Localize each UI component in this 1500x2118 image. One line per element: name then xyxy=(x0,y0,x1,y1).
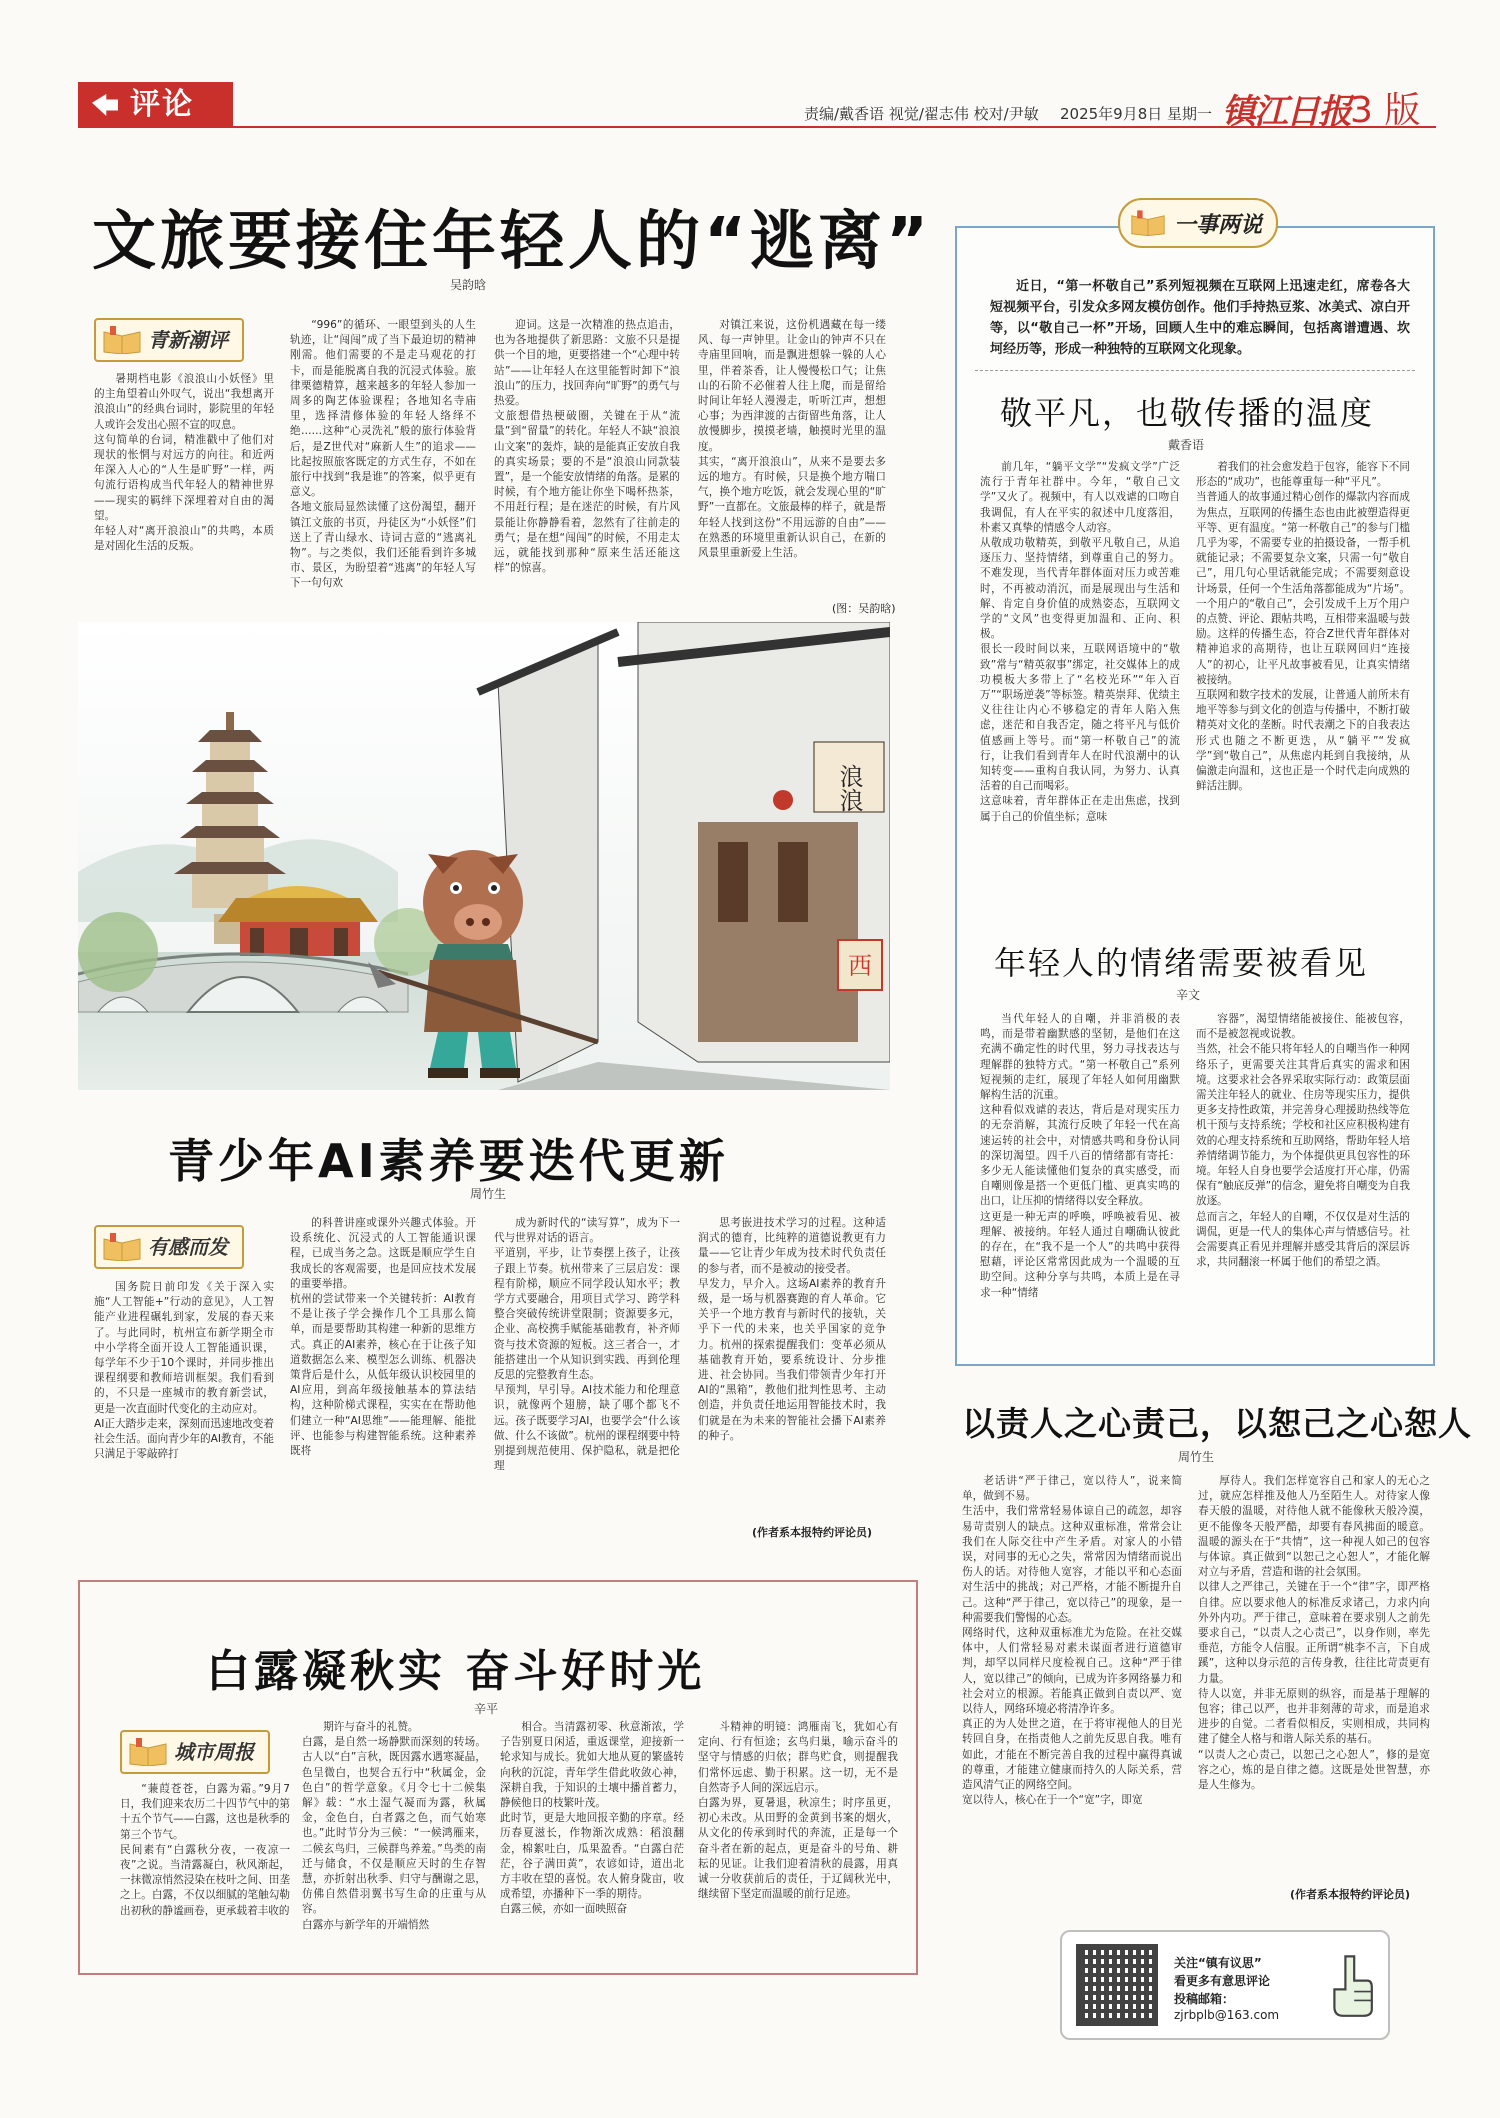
main-col-4-text: 对镇江来说，这份机遇藏在每一缕风、每一声钟里。让金山的钟声不只在寺庙里回响，而是飘进想躲一躲的人心里，伴着茶香，让人慢慢松口气；让焦山的石阶不必催着人往上爬，而是留给时间让年轻人漫漫走，听听江声，想想心事；为西津渡的古街留些角落，让人放慢脚步，摸摸老墙，触摸时光里的温度。 其实，“离开浪浪山”，从来不是要去多远的地方。有时候，只是换个地方喘口气，换个地方吃饭，就会发现心里的“旷野”一直都在。文旅最棒的样子，就是帮年轻人找到这份“不用远游的自由”——在熟悉的环境里重新认识自己，在新的风景里重新爱上生活。 xyxy=(698,319,886,560)
masthead-date: 2025年9月8日 星期一 xyxy=(1060,105,1213,123)
sidebar-a1-title: 敬平凡，也敬传播的温度 xyxy=(1000,394,1375,432)
bailu-col-3 xyxy=(500,1720,684,1964)
sidebar-column-badge: 一事两说 xyxy=(1118,198,1278,248)
ai-headline: 青少年AI素养要迭代更新 xyxy=(168,1134,729,1188)
sidebar-intro: 近日，“第一杯敬自己”系列短视频在互联网上迅速走红，席卷各大短视频平台，引发众多网友模仿创作。他们手持热豆浆、冰美式、凉白开等，以“敬自己一杯”开场，回顾人生中的难忘瞬间，包括离谱遭遇、坎坷经历等，形成一种独特的互联网文化现象。 xyxy=(990,279,1410,357)
ai-col-4 xyxy=(698,1216,886,1522)
qr-line-1: 关注“镇有议思” xyxy=(1174,1956,1262,1970)
main-col-1-text: 暑期档电影《浪浪山小妖怪》里的主角望着山外叹气，说出“我想离开浪浪山”的经典台词时，影院里的年轻人或许会发出心照不宣的叹息。 这句简单的台词，精准戳中了他们对现状的怅惘与对远方的向往。和近两年深入人心的“人生是旷野”一样，两句流行语构成当代年轻人的精神世界——现实的羁绊下深埋着对自由的渴望。 年轻人对“离开浪浪山”的共鸣，本质是对固化生活的反叛。 xyxy=(94,373,274,553)
shop-sign-text: 浪浪 xyxy=(835,764,863,812)
masthead-credits: 责编/戴香语 视觉/翟志伟 校对/尹敏 xyxy=(804,105,1039,123)
sidebar-a2-col2 xyxy=(1196,1012,1410,1352)
bailu-col-1 xyxy=(120,1782,290,1962)
main-byline: 吴韵晗 xyxy=(450,278,487,292)
page-number: 3 版 xyxy=(1350,90,1421,131)
ai-col-1 xyxy=(94,1280,274,1538)
a3-col2-text: 厚待人。我们怎样宽容自己和家人的无心之过，就应怎样推及他人乃至陌生人。对待家人像春天般的温暖，对待他人就不能像秋天般冷漠，更不能像冬天般严酷，却要有春风拂面的暖意。温暖的源头在于“共情”，这一种视人如己的包容与体谅。真正做到“以恕己之心恕人”，才能化解对立与矛盾，营造和谐的社会氛围。 以律人之严律己，关键在于一个“律”字，即严格自律。应以要求他人的标准反求诸己，力求内向外外内功。严于律己，意味着在要求别人之前先要求自己，“以责人之心责己”，以身作则，率先垂范，方能令人信服。正所谓“桃李不言，下自成蹊”，这种以身示范的言传身教，往往比苛责更有力量。 待人以宽，并非无原则的纵容，而是基于理解的包容；律己以严，也并非刻薄的苛求，而是追求进步的自觉。二者看似相反，实则相成，共同构建了健全人格与和谐人际关系的基石。 “以责人之心责己，以恕己之心恕人”，修的是宽容之心，炼的是自律之德。这既是处世智慧，亦是人生修为。 xyxy=(1198,1475,1430,1792)
main-col-1 xyxy=(94,372,274,616)
bailu-col-1-text: “蒹葭苍苍，白露为霜。”9月7日，我们迎来农历二十四节气中的第十五个节气——白露，这也是秋季的第三个节气。 民间素有“白露秋分夜，一夜凉一夜”之说。当清露凝白，秋风渐起，一抹微凉悄然浸染在枝叶之间、田垄之上。白露，不仅以细腻的笔触勾勒出初秋的静谧画卷，更承载着丰收的 xyxy=(120,1783,290,1917)
paper-logo: 镇江日报 xyxy=(1222,92,1350,132)
sidebar-a1-col2-text: 着我们的社会愈发趋于包容，能容下不同形态的“成功”，也能尊重每一种“平凡”。 当普通人的故事通过精心创作的爆款内容而成为焦点，互联网的传播生态也由此被塑造得更平等、更有温度。“第一杯敬自己”的参与门槛几乎为零，不需要专业的拍摄设备，一帮手机就能记录；不需要复杂文案，只需一句“敬自己”，用几句心里话就能完成；不需要刻意设计场景，任何一个生活角落都能成为“片场”。一个用户的“敬自己”，会引发成千上万个用户的点赞、评论、跟帖共鸣，互相带来温暖与鼓励。这样的传播生态，符合Z世代青年群体对精神追求的高期待，也让互联网回归“连接人”的初心，让平凡故事被看见，让真实情绪被接纳。 互联网和数字技术的发展，让普通人前所未有地平等参与到文化的创造与传播中，不断打破精英对文化的垄断。时代表潮之下的自我表达形式也随之不断更迭，从“躺平”“发疯学”到“敬自己”，从焦虑内耗到自我接纳，从偏激走向温和，这也正是一个时代走向成熟的鲜活注脚。 xyxy=(1196,461,1410,793)
sidebar-a1-col1 xyxy=(980,460,1180,916)
main-headline: 文旅要接住年轻人的“逃离” xyxy=(92,205,933,279)
ai-col-3-text: 成为新时代的“读写算”，成为下一代与世界对话的语言。 平道别，平步，让节奏摆上孩子，让孩子跟上节奏。杭州带来了三层启发：课程有阶梯，顺应不同学段认知水平；教学方式要融合，用项目式学习、跨学科整合突破传统讲堂限制；资源要多元，企业、高校携手赋能基础教育，补齐师资与技术资源的短板。这三者合一，才能搭建出一个从知识到实践、再到伦理反思的完整教育生态。 早预判，早引导。AI技术能力和伦理意识，就像两个翅膀，缺了哪个都飞不远。孩子既要学习AI，也要学会“什么该做、什么不该做”。杭州的课程纲要中特别提到规范使用、保护隐私，就是把伦理 xyxy=(494,1217,680,1473)
sidebar-a2-col1 xyxy=(980,1012,1180,1352)
qr-code[interactable] xyxy=(1076,1944,1158,2026)
main-col-2 xyxy=(290,318,476,616)
ai-col-1-text: 国务院日前印发《关于深入实施“人工智能+”行动的意见》，人工智能产业进程碾轧到家，发展的春天来了。与此同时，杭州宣布新学期全市中小学将全面开设人工智能通识课，每学年不少于10个课时，并同步推出课程纲要和教师培训框架。我们看到的，不只是一座城市的教育新尝试，更是一次直面时代变化的主动应对。 AI正大踏步走来，深刻而迅速地改变着社会生活。面向青少年的AI教育，不能只满足于零敲碎打 xyxy=(94,1281,274,1461)
qr-line-2: 看更多有意思评论 xyxy=(1174,1974,1271,1988)
a3-credit: (作者系本报特约评论员) xyxy=(1290,1888,1411,1901)
sidebar-a2-author: 辛文 xyxy=(1176,988,1201,1002)
bailu-col-4 xyxy=(698,1720,898,1964)
qr-block xyxy=(1060,1930,1390,2040)
a3-col1-text: 老话讲“严于律己，宽以待人”，说来简单，做到不易。 生活中，我们常常轻易体谅自己的疏忽，却容易苛责别人的缺点。这种双重标准，常常会让我们在人际交往中产生矛盾。对家人的小错误，对同事的无心之失，常常因为情绪而说出伤人的话。对待他人宽容，才能以平和心态面对生活中的挑战；对己严格，才能不断提升自己。这种“严于律己，宽以待己”的现象，是一种需要我们警惕的心态。 网络时代，这种双重标准尤为危险。在社交媒体中，人们常轻易对素未谋面者进行道德审判，却罕以同样尺度检视自己。这种“严于律人，宽以律己”的倾向，已成为许多网络暴力和社会对立的根源。若能真正做到自责以严、宽以待人，网络环境必将清净许多。 真正的为人处世之道，在于将审视他人的目光转回自身，在指责他人之前先反思自我。唯有如此，才能在不断完善自我的过程中赢得真诚的尊重，才能建立健康而持久的人际关系，营造风清气正的网络空间。 宽以待人，核心在于一个“宽”字，即宽 xyxy=(962,1475,1182,1807)
main-col-4 xyxy=(698,318,886,600)
qr-email[interactable]: zjrbplb@163.com xyxy=(1174,2008,1280,2022)
sidebar-a1-author: 戴香语 xyxy=(1168,438,1205,452)
a3-col1 xyxy=(962,1474,1182,1898)
book-icon xyxy=(102,326,142,354)
column-badge-yougan: 有感而发 xyxy=(94,1225,244,1269)
bailu-byline: 辛平 xyxy=(474,1702,499,1716)
bailu-col-4-text: 斗精神的明镜：鸿雁南飞，犹如心有定向、行有恒途；玄鸟归巢，喻示奋斗的坚守与情感的归依；群鸟贮食，则提醒我们常怀远虑、勤于积累。这一切，无不是自然寄予人间的深远启示。 白露为界，夏暑退，秋凉生；时序虽更，初心未改。从田野的金黄到书案的烟火，从文化的传承到时代的奔流，正是每一个奋斗者在新的起点，更是奋斗的号角、耕耘的见证。让我们迎着清秋的晨露，用真诚一分收获前后的责任，于辽阔秋光中，继续留下坚定而温暖的前行足迹。 xyxy=(698,1721,898,1901)
main-col-3-text: 迎词。这是一次精准的热点追击，也为各地提供了新思路：文旅不只是提供一个目的地，更要搭建一个“心理中转站”——让年轻人在这里能暂时卸下“浪浪山”的压力，找回奔向“旷野”的勇气与热爱。 文旅想借热梗破圈，关键在于从“流量”到“留量”的转化。年轻人不缺“浪浪山文案”的轰炸，缺的是能真正安放自我的真实场景；要的不是“浪浪山同款装置”，是一个能安放情绪的角落。是累的时候，有个地方能让你坐下喝杯热茶，不用赶行程；是在迷茫的时候，有片风景能让你静静看着，忽然有了往前走的勇气；是在想“闯闯”的时候，不用走太远，就能找到那种“原来生活还能这样”的惊喜。 xyxy=(494,319,680,575)
section-label: 评论 xyxy=(130,87,194,122)
old-street-buildings xyxy=(478,622,890,1090)
ai-byline: 周竹生 xyxy=(470,1187,507,1201)
bailu-headline: 白露凝秋实 奋斗好时光 xyxy=(206,1646,706,1697)
ai-col-3 xyxy=(494,1216,680,1538)
illustration xyxy=(78,622,890,1090)
ai-col-2-text: 的科普讲座或课外兴趣式体验。开设系统化、沉浸式的人工智能通识课程，已成当务之急。这既是顺应学生自我成长的客观需要，也是回应技术发展的重要举措。 杭州的尝试带来一个关键转折：AI教育不是让孩子学会操作几个工具那么简单，而是要帮助其构建一种新的思维方式。真正的AI素养，核心在于让孩子知道数据怎么来、模型怎么训练、机器决策背后是什么，从低年级认识校园里的AI应用，到高年级接触基本的算法结构，这种阶梯式课程，实实在在帮助他们建立一种“AI思维”——能理解、能批评、也能参与构建智能系统。这种素养既将 xyxy=(290,1217,476,1458)
shop-sign-xi: 西 xyxy=(848,952,872,980)
ai-col-4-text: 思考嵌进技术学习的过程。这种适润式的德育，比纯粹的道德说教更有力量——它让青少年成为技术时代负责任的参与者，而不是被动的接受者。 早发力，早介入。这场AI素养的教育升级，是一场与机器赛跑的育人革命。它关乎一个地方教育与新时代的接轨，关乎下一代的未来，也关乎国家的竞争力。杭州的探索提醒我们：变革必须从基础教育开始，要系统设计、分步推进、社会协同。当我们带领青少年打开AI的“黑箱”，教他们批判性思考、主动创造，并负责任地运用智能技术时，我们就是在为未来的智能社会播下AI素养的种子。 xyxy=(698,1217,886,1442)
ink-painting-illustration xyxy=(78,622,890,1090)
sidebar-a1-col1-text: 前几年，“躺平文学”“发疯文学”广泛流行于青年社群中。今年，“敬自己文学”又火了。视频中，有人以戏谑的口吻自我调侃，有人在平实的叙述中几度落泪，朴素又真挚的情感令人动容。 从敬成功敬精英，到敬平凡敬自己，从追逐压力、坚持情绪，到尊重自己的努力。不难发现，当代青年群体面对压力或苦难时，不再被动消沉，而是展现出与生活和解、肯定自身价值的成熟姿态，互联网文学的“文风”也变得更加温和、正向、积极。 很长一段时间以来，互联网语境中的“敬致”常与“精英叙事”绑定，社交媒体上的成功模板大多带上了“名校光环”“年入百万”“职场逆袭”等标签。精英崇拜、优绩主义往往让内心不够稳定的青年人陷入焦虑，迷茫和自我否定，随之将平凡与低价值感画上等号。而“第一杯敬自己”的流行，让我们看到青年人在时代浪潮中的认知转变——重构自我认同，为努力、认真活着的自己而喝彩。 这意味着，青年群体正在走出焦虑，找到属于自己的价值坐标；意味 xyxy=(980,461,1180,823)
qr-line-3: 投稿邮箱： xyxy=(1174,1992,1235,2006)
ai-col-2 xyxy=(290,1216,476,1538)
sidebar-a2-col2-text: 容器”，渴望情绪能被接住、能被包容，而不是被忽视或说教。 当然，社会不能只将年轻人的自嘲当作一种网络乐子，更需要关注其背后真实的需求和困境。这要求社会各界采取实际行动：政策层面需关注年轻人的就业、住房等现实压力，提供更多支持性政策，并完善身心理援助热线等危机干预与支持系统；学校和社区应积极构建有效的心理支持系统和互助网络，帮助年轻人培养情绪调节能力，为个体提供更具包容性的环境。年轻人自身也要学会适度打开心扉，仍需保有“触底反弹”的信念，避免将自嘲变为自我放逐。 总而言之，年轻人的自嘲，不仅仅是对生活的调侃，更是一代人的集体心声与情感信号。社会需要真正看见并理解并感受其背后的深层诉求，共同翻滚一杯属于他们的希望之酒。 xyxy=(1196,1013,1410,1269)
sidebar-divider-1 xyxy=(975,370,1415,371)
column-badge-chengshi: 城市周报 xyxy=(120,1730,270,1774)
a3-col2 xyxy=(1198,1474,1430,1884)
main-col-3 xyxy=(494,318,680,616)
book-icon xyxy=(102,1233,142,1261)
column-badge-qingxin: 青新潮评 xyxy=(94,318,244,362)
bailu-col-2-text: 期许与奋斗的礼赞。 白露，是自然一场静默而深刻的转场。古人以“白”言秋，既因露水遇寒凝晶，色呈微白，也契合五行中“秋属金，金色白”的哲学意象。《月令七十二候集解》载：“水土湿气凝而为露，秋属金，金色白，白者露之色，而气始寒也。”此时节分为三候：“一候鸿雁来，二候玄鸟归，三候群鸟养羞。”鸟类的南迁与储食，不仅是顺应天时的生存智慧，亦折射出秋季、归守与酬谢之思，仿佛自然借羽翼书写生命的庄重与从容。 白露亦与新学年的开端悄然 xyxy=(302,1721,486,1931)
bailu-col-2 xyxy=(302,1720,486,1964)
main-col-2-text: “996”的循环、一眼望到头的人生轨迹，让“闯闯”成了当下最迫切的精神刚需。他们需要的不是走马观花的打卡，而是能脱离自我的沉浸式体验。旅律栗德精算，越来越多的年轻人参加一周多的陶艺体验课程；各地知名寺庙里，选择清修体验的年轻人络绎不绝……这种“心灵洗礼”般的旅行体验背后，是Z世代对“麻新人生”的追求——比起按照旅客既定的方式生存，不如在旅行中找到“我是谁”的答案，似乎更有意义。 各地文旅局显然读懂了这份渴望，翻开镇江文旅的书页，丹徒区为“小妖怪”们送上了青山绿水、诗词古意的“逃离礼物”。与之类似，我们还能看到许多城市、景区，为盼望着“逃离”的年轻人写下一句句欢 xyxy=(290,319,476,590)
sidebar-a2-col1-text: 当代年轻人的自嘲，并非消极的表鸣，而是带着幽默感的坚韧，是他们在这充满不确定性的时代里，努力寻找表达与理解群的独特方式。“第一杯敬自己”系列短视频的走红，展现了年轻人如何用幽默解构生活的沉重。 这种看似戏谑的表达，背后是对现实压力的无奈消解，其流行反映了年轻一代在高速运转的社会中，对情感共鸣和身份认同的深切渴望。四千八百的情绪都有寄托：多少无人能读懂他们复杂的真实感受，而自嘲则像是搭一个更低门槛、更真实鸣的出口，让压抑的情绪得以安全释放。 这更是一种无声的呼唤，呼唤被看见、被理解、被接纳。年轻人通过自嘲确认彼此的存在，在“我不是一个人”的共鸣中获得慰藉，评论区常常因此成为一个温暖的互助空间。这种分享与共鸣，本质上是在寻求一种“情绪 xyxy=(980,1013,1180,1299)
sidebar-a1-col2 xyxy=(1196,460,1410,916)
main-credit: (图：吴韵晗) xyxy=(832,602,896,615)
book-icon xyxy=(128,1738,168,1766)
section-tab xyxy=(78,82,233,128)
a3-byline: 周竹生 xyxy=(1178,1450,1215,1464)
hand-pointer-icon xyxy=(1330,1950,1374,2020)
bailu-col-3-text: 相合。当清露初零、秋意渐浓，学子告别夏日闲适，重返课堂，迎接新一轮求知与成长。犹如大地从夏的繁盛转向秋的沉淀，青年学生借此收敛心神，深耕自我，于知识的土壤中播首蓄力，静候他日的枝繁叶茂。 此时节，更是大地回报辛勤的序章。经历春夏滋长，作物渐次成熟：稻浪翻金，棉絮吐白，瓜果盈香。“白露白茫茫，谷子满田黄”，农谚如诗，道出北方丰收在望的喜悦。农人俯身陇亩，收成希望，亦播种下一季的期待。 白露三候，亦如一面映照奋 xyxy=(500,1721,684,1916)
ai-credit: (作者系本报特约评论员) xyxy=(752,1526,873,1539)
a3-headline: 以责人之心责己，以恕己之心恕人 xyxy=(962,1404,1472,1443)
sidebar-a2-title: 年轻人的情绪需要被看见 xyxy=(994,944,1369,982)
book-icon xyxy=(1130,210,1166,236)
